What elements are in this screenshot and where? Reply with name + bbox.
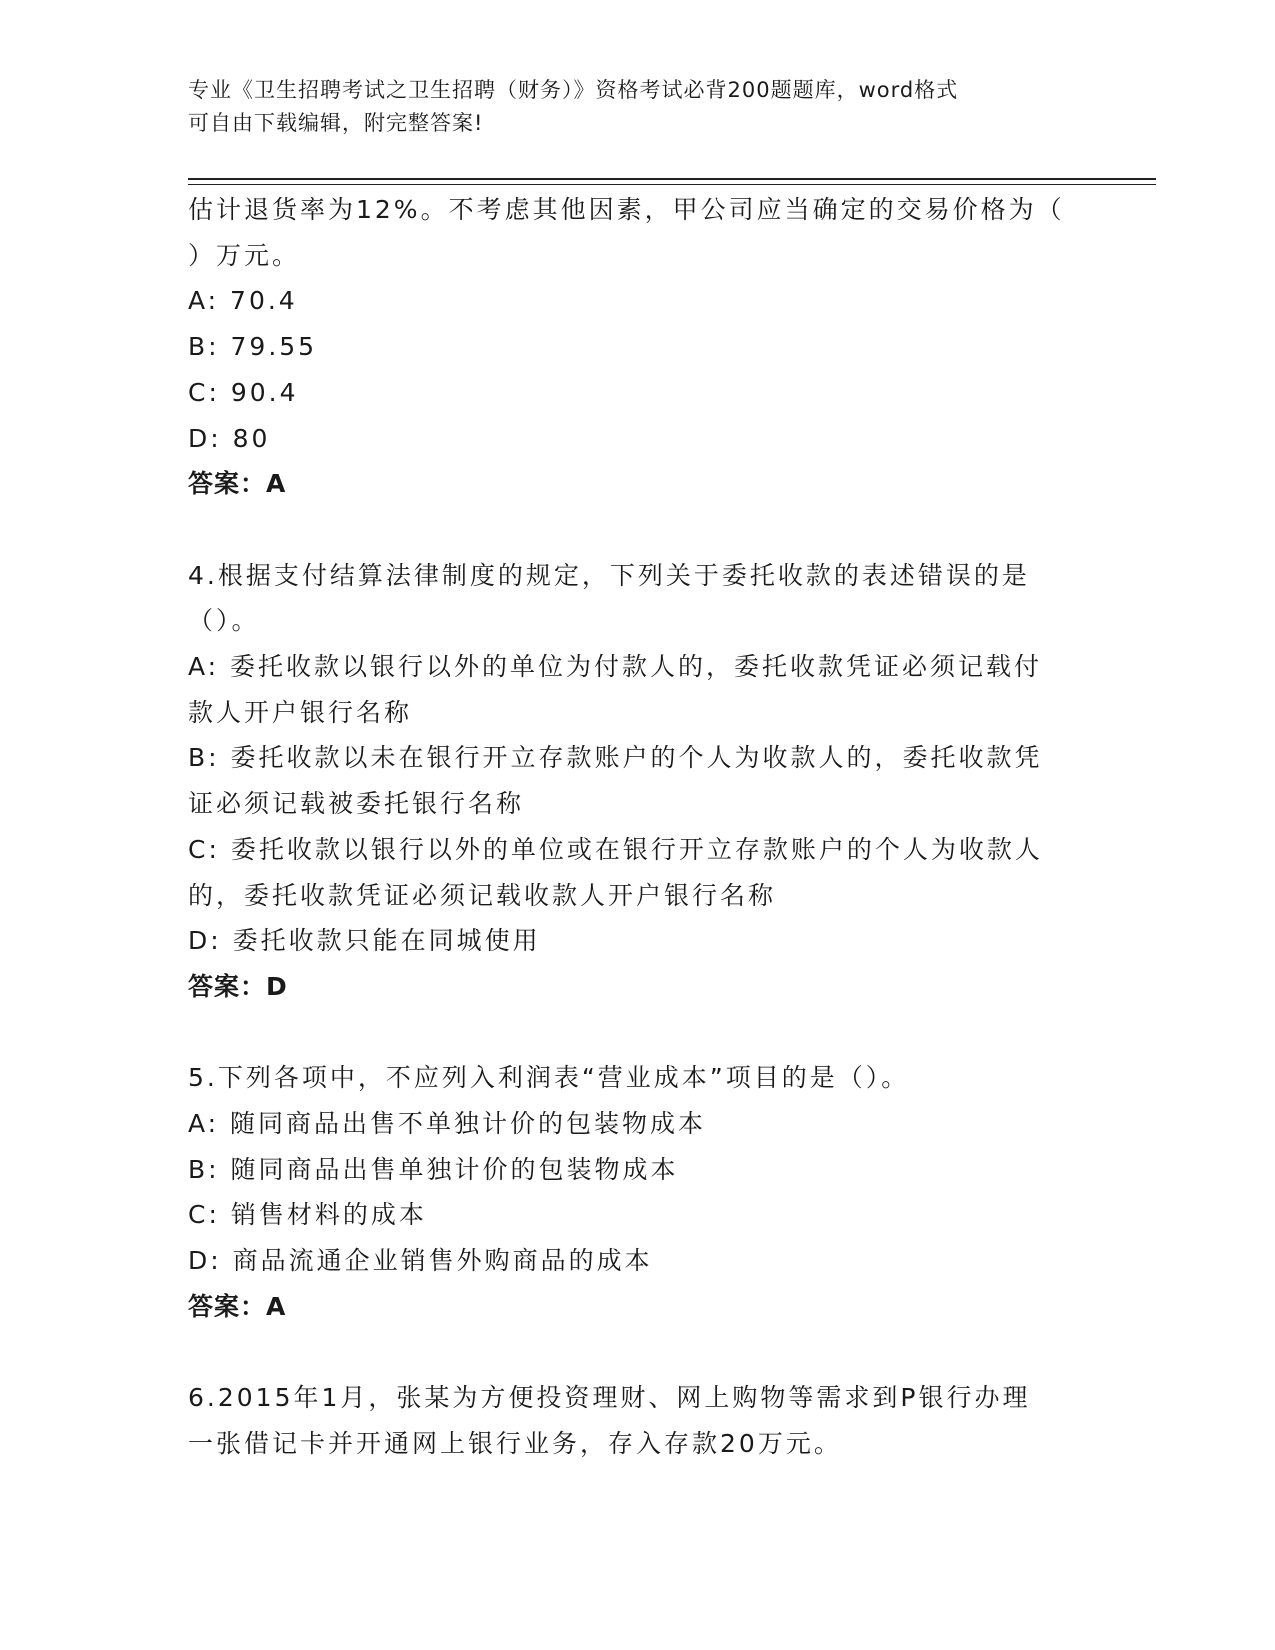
question-6 [188, 1375, 1088, 1466]
spacer [188, 507, 1088, 553]
question-stem-line: 一张借记卡并开通网上银行业务，存入存款20万元。 [188, 1428, 842, 1458]
answer: 答案：A [188, 1291, 287, 1321]
answer: 答案：D [188, 971, 288, 1001]
spacer [188, 1330, 1088, 1376]
question-stem-line: 4.根据支付结算法律制度的规定，下列关于委托收款的表述错误的是 [188, 560, 1030, 590]
question-stem-line: 5.下列各项中，不应列入利润表“营业成本”项目的是（）。 [188, 1063, 910, 1093]
option-d: D: 商品流通企业销售外购商品的成本 [188, 1246, 653, 1276]
option-a: A: 随同商品出售不单独计价的包装物成本 [188, 1109, 707, 1139]
option-d: D: 委托收款只能在同城使用 [188, 926, 541, 956]
option-a: A: 70.4 [188, 286, 298, 316]
header-title-line-2: 可自由下载编辑，附完整答案! [188, 111, 484, 135]
option-c-continued: 的，委托收款凭证必须记载收款人开户银行名称 [188, 880, 777, 910]
question-content [188, 187, 1088, 1467]
option-b: B: 79.55 [188, 332, 318, 362]
option-c: C: 销售材料的成本 [188, 1200, 427, 1230]
option-c: C: 90.4 [188, 377, 299, 407]
question-3 [188, 187, 1088, 507]
option-c: C: 委托收款以银行以外的单位或在银行开立存款账户的个人为收款人 [188, 834, 1043, 864]
page-header [188, 74, 1068, 140]
option-b-continued: 证必须记载被委托银行名称 [188, 789, 525, 819]
option-b: B: 随同商品出售单独计价的包装物成本 [188, 1154, 679, 1184]
question-stem-line: 6.2015年1月，张某为方便投资理财、网上购物等需求到P银行办理 [188, 1383, 1031, 1413]
option-d: D: 80 [188, 423, 271, 453]
option-a: A: 委托收款以银行以外的单位为付款人的，委托收款凭证必须记载付 [188, 652, 1043, 682]
question-4 [188, 553, 1088, 1010]
header-divider-thick [188, 178, 1156, 180]
question-stem-line: 估计退货率为12%。不考虑其他因素，甲公司应当确定的交易价格为（ [188, 195, 1065, 224]
answer: 答案：A [188, 469, 287, 499]
option-b: B: 委托收款以未在银行开立存款账户的个人为收款人的，委托收款凭 [188, 743, 1043, 773]
question-stem-line: ）万元。 [188, 240, 301, 270]
question-5 [188, 1055, 1088, 1329]
question-stem-line: （）。 [188, 606, 260, 636]
header-divider-thin [188, 184, 1156, 185]
option-a-continued: 款人开户银行名称 [188, 697, 413, 727]
header-title-line-1: 专业《卫生招聘考试之卫生招聘（财务）》资格考试必背200题题库，word格式 [188, 78, 959, 102]
spacer [188, 1010, 1088, 1056]
